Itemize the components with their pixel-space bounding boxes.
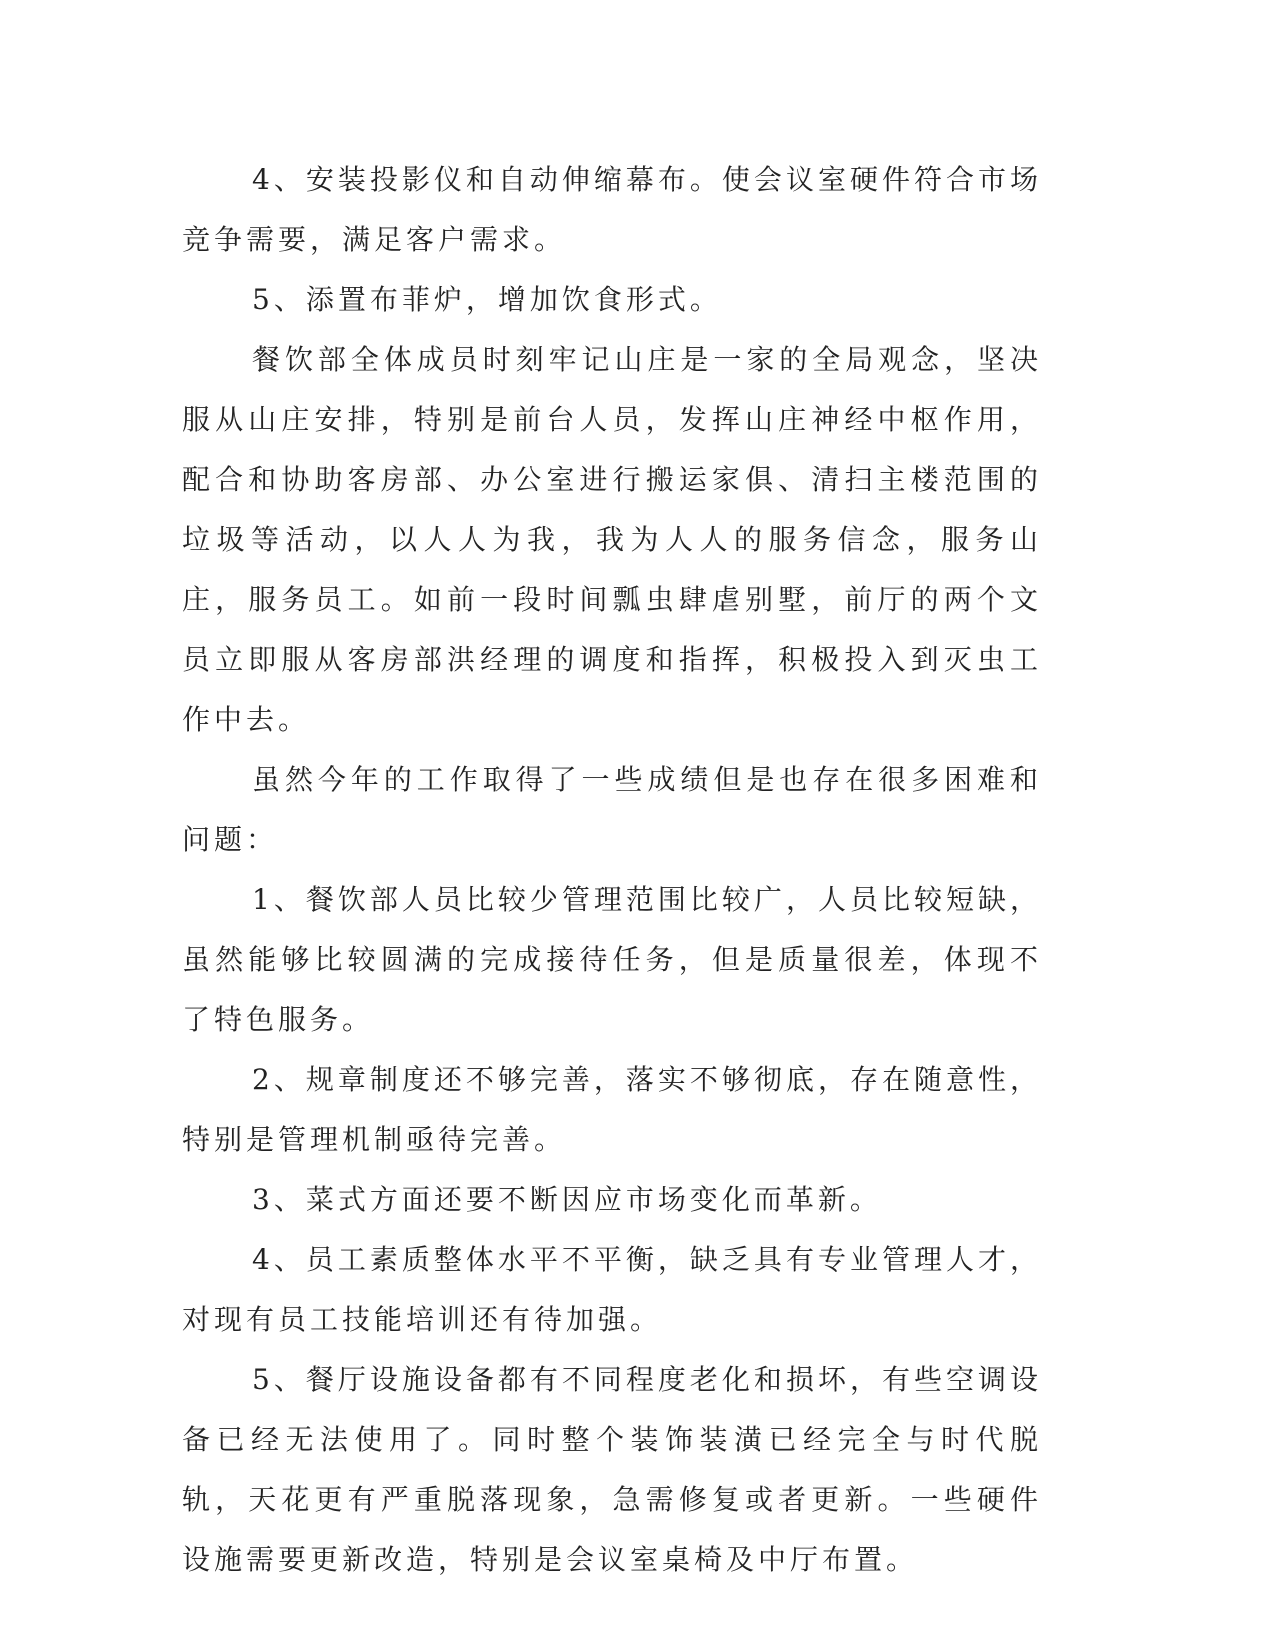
paragraph-problems-intro: 虽然今年的工作取得了一些成绩但是也存在很多困难和问题：	[182, 763, 1042, 856]
paragraph-problem-3: 3、菜式方面还要不断因应市场变化而革新。	[252, 1183, 882, 1216]
paragraph-teamwork: 餐饮部全体成员时刻牢记山庄是一家的全局观念，坚决服从山庄安排，特别是前台人员，发挥山庄神经中枢作用，配合和协助客房部、办公室进行搬运家俱、清扫主楼范围的垃圾等活动，以人人为我，我为人人的服务信念，服务山庄，服务员工。如前一段时间瓢虫肆虐别墅，前厅的两个文员立即服从客房部洪经理的调度和指挥，积极投入到灭虫工作中去。	[182, 343, 1042, 736]
paragraph-item-4-projector: 4、安装投影仪和自动伸缩幕布。使会议室硬件符合市场竞争需要，满足客户需求。	[182, 163, 1042, 256]
paragraph-problem-4: 4、员工素质整体水平不平衡，缺乏具有专业管理人才，对现有员工技能培训还有待加强。	[182, 1243, 1042, 1336]
paragraph-item-5-buffet-stove: 5、添置布菲炉，增加饮食形式。	[252, 283, 722, 316]
paragraph-problem-2: 2、规章制度还不够完善，落实不够彻底，存在随意性，特别是管理机制亟待完善。	[182, 1063, 1042, 1156]
paragraph-problem-1: 1、餐饮部人员比较少管理范围比较广，人员比较短缺，虽然能够比较圆满的完成接待任务，但是质量很差，体现不了特色服务。	[182, 883, 1042, 1036]
paragraph-problem-5: 5、餐厅设施设备都有不同程度老化和损坏，有些空调设备已经无法使用了。同时整个装饰装潢已经完全与时代脱轨，天花更有严重脱落现象，急需修复或者更新。一些硬件设施需要更新改造，特别是会议室桌椅及中厅布置。	[182, 1363, 1042, 1576]
document-body	[182, 150, 1042, 1590]
